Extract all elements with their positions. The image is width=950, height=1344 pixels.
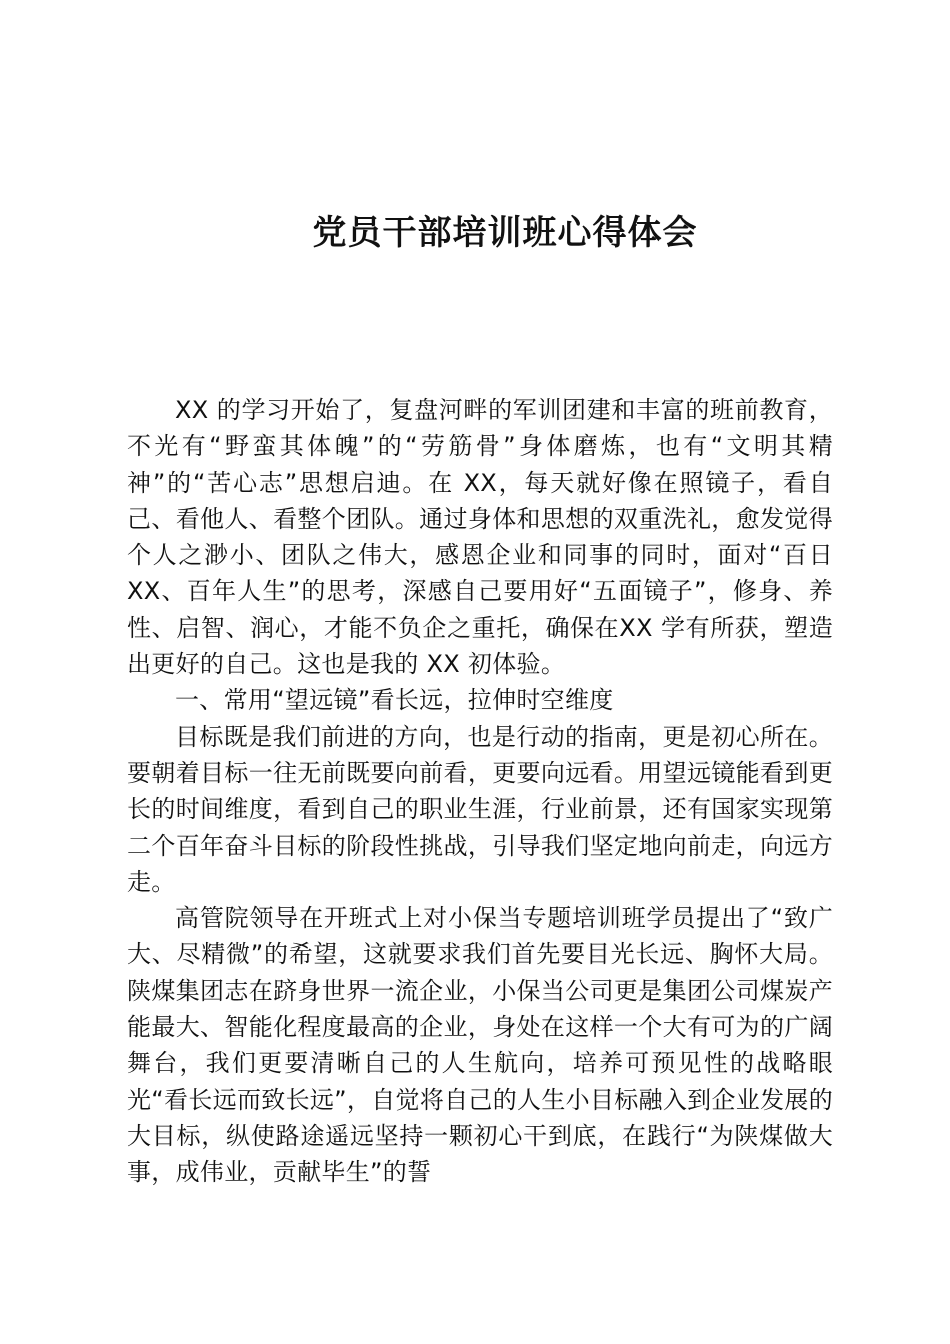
document-body: [127, 392, 833, 1191]
section-heading-1: 一、常用“望远镜”看长远，拉伸时空维度: [175, 686, 614, 715]
paragraph-leadership: 高管院领导在开班式上对小保当专题培训班学员提出了“致广大、尽精微”的希望，这就要求我们首先要目光长远、胸怀大局。陕煤集团志在跻身世界一流企业，小保当公司更是集团公司煤炭产能最大、智能化程度最高的企业，身处在这样一个大有可为的广阔舞台，我们更要清晰自己的人生航向，培养可预见性的战略眼光“看长远而致长远”，自觉将自己的人生小目标融入到企业发展的大目标，纵使路途遥远坚持一颗初心干到底，在践行“为陕煤做大事，成伟业，贡献毕生”的誓: [127, 904, 833, 1187]
document-title: 党员干部培训班心得体会: [312, 213, 698, 253]
paragraph-intro: XX 的学习开始了，复盘河畔的军训团建和丰富的班前教育，不光有“野蛮其体魄”的“劳筋骨”身体磨炼，也有“文明其精神”的“苦心志”思想启迪。在 XX，每天就好像在照镜子，看自己、看他人、看整个团队。通过身体和思想的双重洗礼，愈发觉得个人之渺小、团队之伟大，感恩企业和同事的同时，面对“百日 XX、百年人生”的思考，深感自己要用好“五面镜子”，修身、养性、启智、润心，才能不负企之重托，确保在XX 学有所获，塑造出更好的自己。这也是我的 XX 初体验。: [127, 396, 833, 679]
paragraph-goal: 目标既是我们前进的方向，也是行动的指南，更是初心所在。要朝着目标一往无前既要向前看，更要向远看。用望远镜能看到更长的时间维度，看到自己的职业生涯，行业前景，还有国家实现第二个百年奋斗目标的阶段性挑战，引导我们坚定地向前走，向远方走。: [127, 722, 833, 896]
